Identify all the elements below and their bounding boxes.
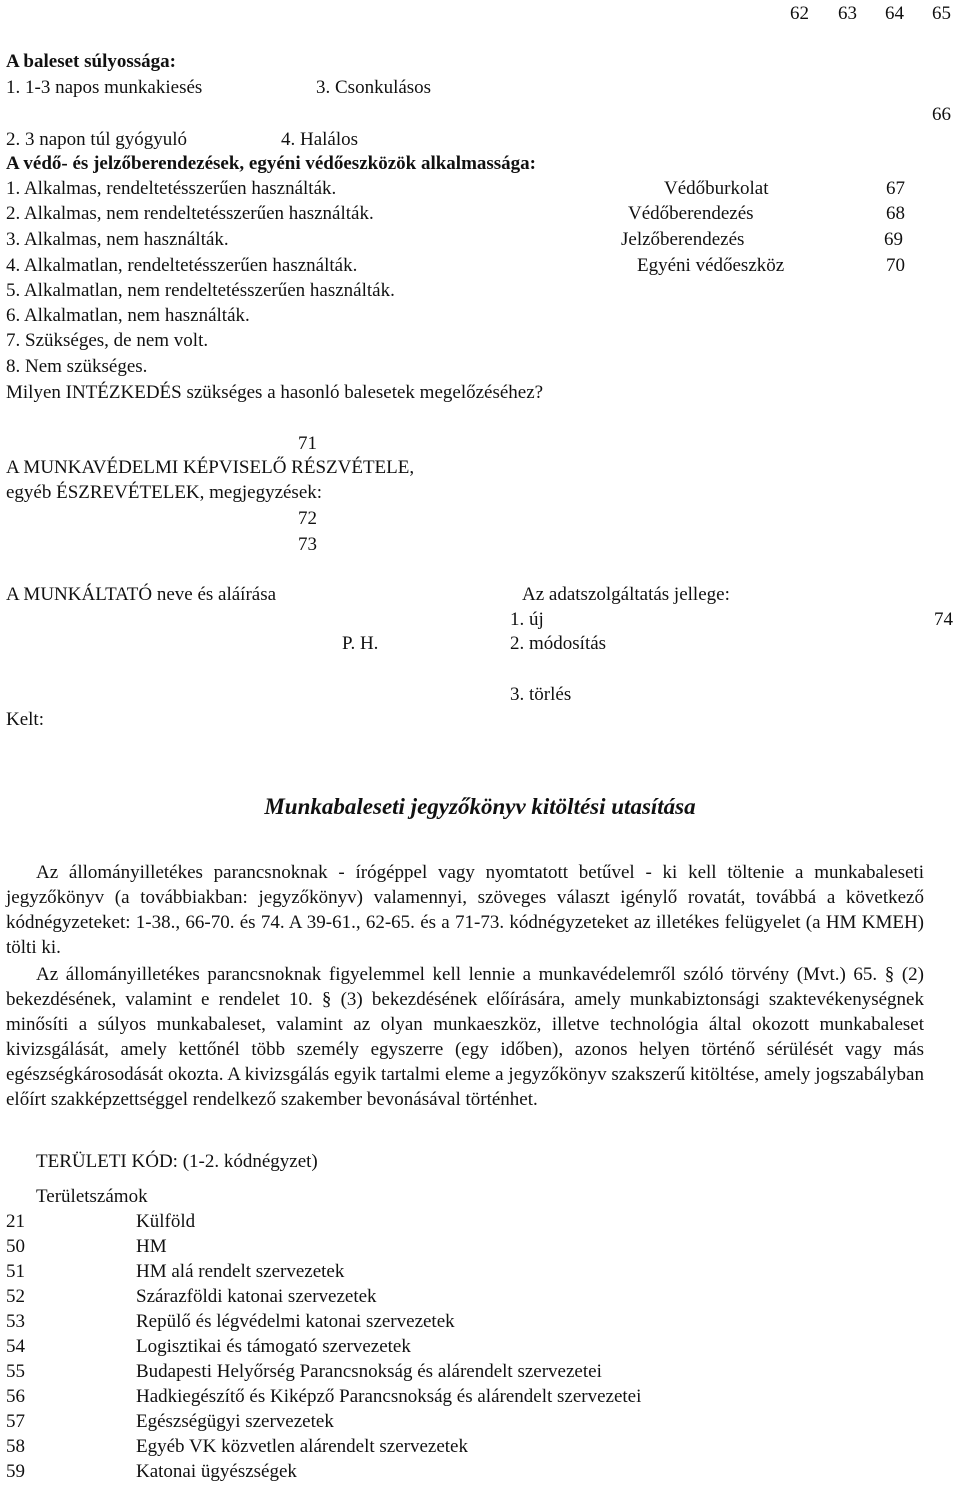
protection-option-3: 3. Alkalmas, nem használták. xyxy=(6,229,229,250)
territory-code: 51 xyxy=(6,1261,25,1282)
protection-option-5: 5. Alkalmatlan, nem rendeltetésszerűen használták. xyxy=(6,280,395,301)
device-label-personal-protective-equipment: Egyéni védőeszköz xyxy=(637,255,785,276)
data-type-deletion: 3. törlés xyxy=(510,684,572,705)
severity-option-4: 4. Halálos xyxy=(281,129,359,150)
instructions-title: Munkabaleseti jegyzőkönyv kitöltési utasítása xyxy=(264,794,696,819)
code-68: 68 xyxy=(886,203,905,224)
territory-code: 55 xyxy=(6,1361,25,1382)
representative-line-2: egyéb ÉSZREVÉTELEK, megjegyzések: xyxy=(6,482,323,503)
protection-option-7: 7. Szükséges, de nem volt. xyxy=(6,330,209,351)
territory-name: Repülő és légvédelmi katonai szervezetek xyxy=(136,1311,455,1332)
territory-name: Logisztikai és támogató szervezetek xyxy=(136,1336,411,1357)
territory-name: Hadkiegészítő és Kiképző Parancsnokság és alárendelt szervezetei xyxy=(136,1386,642,1407)
territory-code: 52 xyxy=(6,1286,25,1307)
territory-code: 50 xyxy=(6,1236,25,1257)
code-72: 72 xyxy=(298,508,317,529)
territory-name: HM xyxy=(136,1236,167,1257)
protection-option-8: 8. Nem szükséges. xyxy=(6,356,148,377)
territory-code: 59 xyxy=(6,1461,25,1482)
stamp-label: P. H. xyxy=(342,633,379,654)
territory-code: 58 xyxy=(6,1436,25,1457)
protection-heading: A védő- és jelzőberendezések, egyéni védőeszközök alkalmassága: xyxy=(6,153,537,174)
territory-code: 54 xyxy=(6,1336,25,1357)
code-71: 71 xyxy=(298,433,317,454)
code-70: 70 xyxy=(886,255,905,276)
date-label: Kelt: xyxy=(6,709,44,730)
territory-name: Katonai ügyészségek xyxy=(136,1461,297,1482)
employer-signature-label: A MUNKÁLTATÓ neve és aláírása xyxy=(6,584,277,605)
territory-name: Egyéb VK közvetlen alárendelt szervezetek xyxy=(136,1436,468,1457)
code-74: 74 xyxy=(934,609,953,630)
territory-heading: TERÜLETI KÓD: (1-2. kódnégyzet) xyxy=(36,1151,318,1172)
territory-code: 56 xyxy=(6,1386,25,1407)
territory-name: HM alá rendelt szervezetek xyxy=(136,1261,345,1282)
territory-name: Budapesti Helyőrség Parancsnokság és alárendelt szervezetei xyxy=(136,1361,602,1382)
severity-heading: A baleset súlyossága: xyxy=(6,51,176,72)
territory-code: 21 xyxy=(6,1211,25,1232)
instructions-paragraph-2: Az állományilletékes parancsnoknak figyelemmel kell lennie a munkavédelemről szóló törvény (Mvt.) 65. § (2) bekezdésének, valamint e rendelet 10. § (3) bekezdésének előírására, amely munkabiztonsági szaktevékenységnek minősíti a súlyos munkabaleset, valamint az olyan munkaeszköz, illetve technológia által okozott munkabaleset kivizsgálását, amely kettőnél több személy egyszerre (egy időben), azonos helyen történő sérülését vagy más egészségkárosodását okozta. A kivizsgálás egyik tartalmi eleme a jegyzőkönyv szakszerű kitöltése, amely jogszabályban előírt szakképzettséggel rendelkező szakember bevonásával történhet. xyxy=(6,964,924,1110)
code-63: 63 xyxy=(838,3,857,24)
device-label-signal-device: Jelzőberendezés xyxy=(621,229,745,250)
instructions-paragraph-1: Az állományilletékes parancsnoknak - írógéppel vagy nyomtatott betűvel - ki kell töltenie a munkabaleseti jegyzőkönyv (a továbbiakban: jegyzőkönyv) valamennyi, szöveges választ igénylő rovatát, továbbá a következő kódnégyzeteket: 1-38., 66-70. és 74. A 39-61., 62-65. és a 71-73. kódnégyzeteket az illetékes felügyelet (a HM KMEH) tölti ki. xyxy=(6,862,924,958)
code-65: 65 xyxy=(932,3,951,24)
code-69: 69 xyxy=(884,229,903,250)
device-label-protective-device: Védőberendezés xyxy=(628,203,754,224)
protection-option-6: 6. Alkalmatlan, nem használták. xyxy=(6,305,250,326)
code-73: 73 xyxy=(298,534,317,555)
representative-line-1: A MUNKAVÉDELMI KÉPVISELŐ RÉSZVÉTELE, xyxy=(6,457,415,478)
code-64: 64 xyxy=(885,3,904,24)
code-62: 62 xyxy=(790,3,809,24)
protection-option-1: 1. Alkalmas, rendeltetésszerűen használták. xyxy=(6,178,337,199)
territory-code: 53 xyxy=(6,1311,25,1332)
protection-option-4: 4. Alkalmatlan, rendeltetésszerűen használták. xyxy=(6,255,358,276)
territory-name: Külföld xyxy=(136,1211,196,1232)
territory-subheading: Területszámok xyxy=(36,1186,148,1207)
data-type-new: 1. új xyxy=(510,609,544,630)
protection-option-2: 2. Alkalmas, nem rendeltetésszerűen használták. xyxy=(6,203,374,224)
severity-option-2: 2. 3 napon túl gyógyuló xyxy=(6,129,188,150)
territory-name: Egészségügyi szervezetek xyxy=(136,1411,334,1432)
territory-code: 57 xyxy=(6,1411,25,1432)
severity-option-1: 1. 1-3 napos munkakiesés xyxy=(6,77,203,98)
device-label-protective-cover: Védőburkolat xyxy=(664,178,769,199)
severity-option-3: 3. Csonkulásos xyxy=(316,77,432,98)
data-type-label: Az adatszolgáltatás jellege: xyxy=(522,584,730,605)
data-type-modification: 2. módosítás xyxy=(510,633,607,654)
measures-question: Milyen INTÉZKEDÉS szükséges a hasonló balesetek megelőzéséhez? xyxy=(6,382,544,403)
code-66: 66 xyxy=(932,104,951,125)
territory-name: Szárazföldi katonai szervezetek xyxy=(136,1286,377,1307)
code-67: 67 xyxy=(886,178,905,199)
